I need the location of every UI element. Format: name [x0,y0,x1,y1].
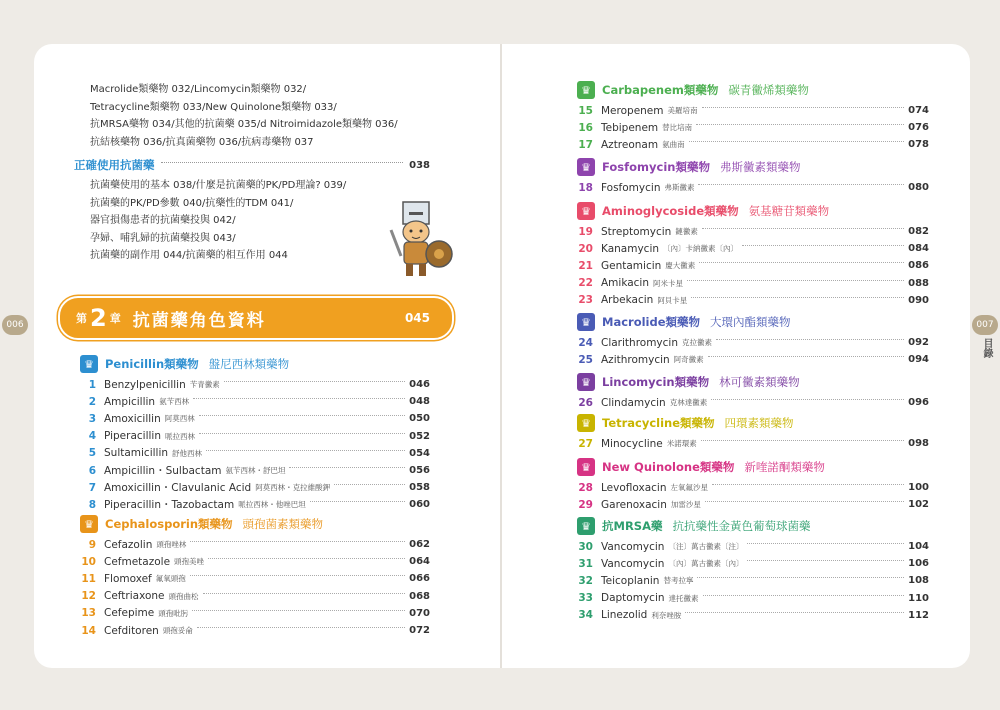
drug-group [80,514,430,639]
knight-mascot-illustration [385,200,455,282]
entry-subname: 苄青黴素 [189,380,220,390]
toc-entry[interactable] [80,393,430,410]
entry-number: 8 [88,498,96,511]
leader-dots [310,501,405,502]
entry-name: Ampicillin・Sulbactam [104,465,222,478]
section-heading[interactable] [74,157,430,173]
entry-name: Meropenem [601,104,664,117]
entry-page: 084 [908,243,929,255]
toc-entry[interactable] [80,479,430,496]
entry-page: 062 [409,539,430,551]
entry-subname: 頭孢吡肟 [158,608,189,618]
group-heading[interactable] [577,372,929,392]
group-title: Penicillin類藥物 [105,357,199,371]
entry-number: 13 [81,607,96,620]
entry-number: 17 [578,138,593,151]
drug-group [577,157,929,196]
entry-number: 30 [578,540,593,553]
entry-name: Cefditoren [104,624,159,637]
leader-dots [696,124,904,125]
chapter-banner[interactable] [58,296,454,340]
toc-entry[interactable] [80,428,430,445]
leader-dots [224,381,405,382]
entry-name: Cefepime [104,607,155,620]
entry-subname: 舒他西林 [172,448,203,458]
entry-name: Vancomycin [601,557,665,570]
entry-subname: 頭孢美唑 [174,557,205,567]
entry-subname: 〔內〕卡納黴素〔內〕 [663,244,739,254]
leader-dots [190,541,405,542]
toc-entry[interactable] [577,292,929,309]
toc-entry[interactable] [577,435,929,452]
leader-dots [687,280,904,281]
leader-dots [334,484,405,485]
entry-subname: 氨苄西林・舒巴坦 [225,466,286,476]
entry-page: 088 [908,277,929,289]
group-title: Cephalosporin類藥物 [105,517,233,531]
group-subtitle: 大環內酯類藥物 [710,315,791,329]
entry-page: 104 [908,541,929,553]
toc-line[interactable]: 抗菌藥的副作用 044/抗菌藥的相互作用 044 [90,250,288,262]
toc-entry[interactable] [80,605,430,622]
group-subtitle: 碳青黴烯類藥物 [728,83,809,97]
group-category-icon: ♛ [577,458,595,476]
entry-page: 108 [908,575,929,587]
entry-number: 26 [578,396,593,409]
entry-number: 21 [578,259,593,272]
toc-entry[interactable] [577,257,929,274]
toc-entry[interactable] [80,536,430,553]
entry-page: 072 [409,625,430,637]
drug-group [577,312,929,368]
entry-number: 28 [578,481,593,494]
leader-dots [199,415,405,416]
drug-group [577,457,929,513]
entry-page: 056 [409,465,430,477]
entry-subname: 阿貝卡星 [657,295,688,305]
entry-subname: 〔注〕萬古黴素〔注〕 [668,542,744,552]
drug-group [577,201,929,309]
toc-entry[interactable] [577,179,929,196]
entry-page: 064 [409,556,430,568]
chapter-suffix: 章 [109,312,121,325]
entry-number: 29 [578,498,593,511]
entry-name: Azithromycin [601,353,670,366]
entry-name: Amoxicillin [104,412,161,425]
leader-dots [747,560,904,561]
toc-line[interactable]: 抗MRSA藥物 034/其他的抗菌藥 035/d Nitroimidazole類藥物 036/ [90,119,398,131]
entry-page: 102 [908,499,929,511]
leader-dots [689,141,905,142]
group-title: Carbapenem類藥物 [602,83,719,97]
toc-entry[interactable] [577,572,929,589]
toc-entry[interactable] [577,607,929,624]
entry-number: 33 [578,592,593,605]
section-title: 正確使用抗菌藥 [74,158,155,172]
group-subtitle: 頭孢菌素類藥物 [242,517,324,531]
entry-number: 18 [578,181,593,194]
entry-subname: 哌拉西林 [165,431,195,441]
entry-name: Tebipenem [601,121,659,134]
chapter-page: 045 [404,311,430,325]
entry-name: Teicoplanin [601,574,660,587]
toc-entry[interactable] [80,588,430,605]
entry-subname: 阿奇黴素 [673,355,704,365]
entry-page: 066 [409,573,430,585]
entry-number: 2 [88,395,96,408]
group-subtitle: 氨基糖苷類藥物 [748,204,830,218]
leader-dots [206,450,405,451]
leader-dots [705,501,904,502]
entry-name: Benzylpenicillin [104,378,186,391]
entry-page: 082 [908,226,929,238]
entry-page: 052 [409,430,430,442]
entry-page: 094 [908,354,929,366]
toc-entry[interactable] [577,119,929,136]
entry-number: 11 [81,572,96,585]
leader-dots [289,467,405,468]
entry-name: Piperacillin・Tazobactam [104,499,235,512]
leader-dots [199,433,405,434]
entry-subname: 阿米卡星 [653,278,684,288]
group-heading[interactable] [80,354,430,374]
toc-entry[interactable] [80,622,430,639]
group-heading[interactable] [577,516,929,536]
leader-dots [699,262,904,263]
leader-dots [197,627,405,628]
entry-number: 15 [578,104,593,117]
section-lines [90,177,346,265]
leader-dots [742,245,904,246]
toc-entry[interactable] [577,351,929,368]
toc-entry[interactable] [80,376,430,393]
group-heading[interactable] [577,80,929,100]
leader-dots [697,577,904,578]
toc-entry[interactable] [80,553,430,570]
entry-subname: 阿莫西林・克拉維酸鉀 [255,483,331,493]
entry-number: 24 [578,336,593,349]
toc-entry[interactable] [80,496,430,513]
entry-name: Amoxicillin・Clavulanic Acid [104,482,252,495]
group-title: 抗MRSA藥 [602,519,663,533]
entry-page: 098 [908,438,929,450]
group-title: Aminoglycoside類藥物 [602,204,739,218]
group-category-icon: ♛ [577,313,595,331]
entry-subname: 克林達黴素 [669,398,708,408]
toc-entry[interactable] [577,394,929,411]
entry-page: 090 [908,294,929,306]
toc-continued-lines [90,81,398,151]
entry-number: 4 [88,430,96,443]
entry-page: 096 [908,397,929,409]
toc-entry[interactable] [80,410,430,427]
group-subtitle: 四環素類藥物 [724,416,794,430]
entry-name: Kanamycin [601,242,660,255]
entry-name: Ampicillin [104,395,156,408]
entry-page: 086 [908,260,929,272]
entry-subname: 達托黴素 [668,593,699,603]
entry-name: Levofloxacin [601,481,667,494]
left-page-number: 006 [2,315,28,335]
chapter-number: 2 [90,304,107,332]
group-title: New Quinolone類藥物 [602,460,735,474]
chapter-title: 抗菌藥角色資料 [132,310,266,331]
leader-dots [711,399,904,400]
leader-dots [716,339,904,340]
leader-dots [702,107,905,108]
entry-number: 25 [578,353,593,366]
group-subtitle: 抗抗藥性金黃色葡萄球菌藥 [672,519,811,533]
entry-name: Vancomycin [601,540,665,553]
side-title: 目錄 [981,338,992,358]
entry-page: 080 [908,182,929,194]
section-page: 038 [409,159,430,171]
leader-dots [192,610,405,611]
entry-name: Clindamycin [601,396,666,409]
entry-name: Cefmetazole [104,555,171,568]
toc-line[interactable]: 抗菌藥使用的基本 038/什麼是抗菌藥的PK/PD理論? 039/ [90,180,347,191]
toc-entry[interactable] [80,570,430,587]
entry-subname: 左氧氟沙星 [670,483,708,493]
entry-subname: 加雷沙星 [670,500,701,510]
entry-page: 112 [908,609,929,621]
group-category-icon: ♛ [577,81,595,99]
entry-name: Arbekacin [601,294,654,307]
group-title: Lincomycin類藥物 [602,375,710,389]
group-title: Macrolide類藥物 [602,315,701,329]
entry-number: 5 [88,447,96,460]
group-subtitle: 新喹諾酮類藥物 [744,460,825,474]
entry-page: 076 [908,122,929,134]
leader-dots [712,484,904,485]
entry-name: Piperacillin [104,430,161,443]
entry-name: Flomoxef [104,572,152,585]
leader-dots [691,297,904,298]
entry-subname: 米諾環素 [666,439,697,449]
leader-dots [708,356,904,357]
drug-group [80,354,430,514]
leader-dots [747,543,904,544]
group-category-icon: ♛ [577,373,595,391]
entry-number: 34 [578,609,593,622]
entry-page: 054 [409,447,430,459]
leader-dots [698,184,904,185]
entry-page: 068 [409,590,430,602]
entry-subname: 慶大黴素 [665,261,696,271]
toc-entry[interactable] [577,538,929,555]
drug-group [577,516,929,624]
toc-line[interactable]: Tetracycline類藥物 033/New Quinolone類藥物 033/ [90,101,337,113]
entry-number: 9 [88,538,96,551]
leader-dots [703,595,905,596]
entry-page: 106 [908,558,929,570]
toc-line[interactable]: 孕婦、哺乳婦的抗菌藥投與 043/ [90,232,236,244]
entry-page: 074 [908,105,929,117]
toc-entry[interactable] [80,462,430,479]
entry-number: 19 [578,225,593,238]
leader-dots [193,398,405,399]
entry-page: 092 [908,337,929,349]
entry-number: 20 [578,242,593,255]
entry-subname: 頭孢曲松 [168,591,199,601]
entry-page: 058 [409,482,430,494]
entry-subname: 阿莫西林 [164,414,195,424]
toc-entry[interactable] [577,136,929,153]
entry-subname: 弗斯黴素 [664,183,695,193]
entry-subname: 頭孢妥侖 [162,626,193,636]
entry-page: 060 [409,499,430,511]
group-heading[interactable] [577,201,929,221]
toc-entry[interactable] [577,275,929,292]
group-heading[interactable] [577,157,929,177]
entry-number: 10 [81,555,96,568]
entry-number: 16 [578,121,593,134]
entry-number: 14 [81,624,96,637]
leader-dots [203,593,406,594]
drug-group [577,413,929,452]
drug-group [577,80,929,154]
toc-entry[interactable] [577,334,929,351]
entry-number: 32 [578,574,593,587]
entry-name: Gentamicin [601,259,662,272]
entry-subname: 氟氧頭孢 [155,574,186,584]
leader-dots [701,440,904,441]
entry-page: 100 [908,482,929,494]
toc-entry[interactable] [577,240,929,257]
chapter-prefix: 第 [76,312,87,325]
group-category-icon: ♛ [577,202,595,220]
leader-dots [208,558,405,559]
group-heading[interactable] [577,413,929,433]
entry-page: 050 [409,413,430,425]
book-gutter [500,44,502,668]
toc-line[interactable]: Macrolide類藥物 032/Lincomycin類藥物 032/ [90,84,307,95]
toc-line[interactable]: 器官損傷患者的抗菌藥投與 042/ [90,215,236,227]
toc-line[interactable]: 抗結核藥物 036/抗真菌藥物 036/抗病毒藥物 037 [90,136,314,148]
leader-dots [161,162,404,163]
entry-subname: 氨苄西林 [159,397,190,407]
entry-name: Linezolid [601,609,648,622]
group-category-icon: ♛ [577,414,595,432]
toc-entry[interactable] [577,223,929,240]
toc-entry[interactable] [577,479,929,496]
entry-name: Clarithromycin [601,336,678,349]
entry-name: Streptomycin [601,225,672,238]
drug-group [577,372,929,411]
group-category-icon: ♛ [80,355,98,373]
entry-name: Amikacin [601,277,650,290]
entry-subname: 氨曲南 [662,140,685,150]
toc-entry[interactable] [577,590,929,607]
group-title: Tetracycline類藥物 [602,416,715,430]
entry-number: 7 [88,481,96,494]
group-category-icon: ♛ [80,515,98,533]
right-page-number: 007 [972,315,998,335]
toc-entry[interactable] [577,555,929,572]
entry-name: Minocycline [601,437,663,450]
toc-entry[interactable] [80,445,430,462]
group-subtitle: 盤尼西林類藥物 [208,357,290,371]
entry-subname: 頭孢唑林 [156,540,187,550]
entry-name: Daptomycin [601,592,665,605]
entry-subname: 利奈唑胺 [651,610,682,620]
entry-subname: 哌拉西林・他唑巴坦 [238,500,306,510]
group-heading[interactable] [577,457,929,477]
group-subtitle: 弗斯黴素類藥物 [719,160,801,174]
group-category-icon: ♛ [577,158,595,176]
leader-dots [702,228,904,229]
entry-number: 22 [578,277,593,290]
entry-number: 3 [88,412,96,425]
entry-page: 070 [409,607,430,619]
entry-number: 23 [578,294,593,307]
group-subtitle: 林可黴素類藥物 [719,375,800,389]
entry-subname: 鏈黴素 [675,227,698,237]
leader-dots [685,612,904,613]
leader-dots [190,575,405,576]
entry-subname: 克拉黴素 [682,338,712,348]
entry-number: 1 [88,378,96,391]
group-heading[interactable] [80,514,430,534]
toc-entry[interactable] [577,496,929,513]
entry-page: 046 [409,379,430,391]
entry-subname: 〔內〕萬古黴素〔內〕 [668,559,744,569]
entry-number: 31 [578,557,593,570]
entry-number: 27 [578,437,593,450]
entry-subname: 美羅培南 [667,106,698,116]
toc-entry[interactable] [577,102,929,119]
entry-page: 110 [908,592,929,604]
entry-number: 12 [81,590,96,603]
group-category-icon: ♛ [577,517,595,535]
entry-name: Garenoxacin [601,498,667,511]
group-title: Fosfomycin類藥物 [602,160,710,174]
entry-subname: 替考拉寧 [663,576,694,586]
group-heading[interactable] [577,312,929,332]
toc-line[interactable]: 抗菌藥的PK/PD參數 040/抗藥性的TDM 041/ [90,197,294,209]
entry-name: Fosfomycin [601,181,661,194]
entry-name: Sultamicillin [104,447,169,460]
entry-page: 048 [409,396,430,408]
entry-name: Aztreonam [601,138,659,151]
entry-page: 078 [908,139,929,151]
entry-name: Cefazolin [104,538,153,551]
entry-name: Ceftriaxone [104,590,165,603]
entry-subname: 替比培南 [662,123,693,133]
entry-number: 6 [88,464,96,477]
